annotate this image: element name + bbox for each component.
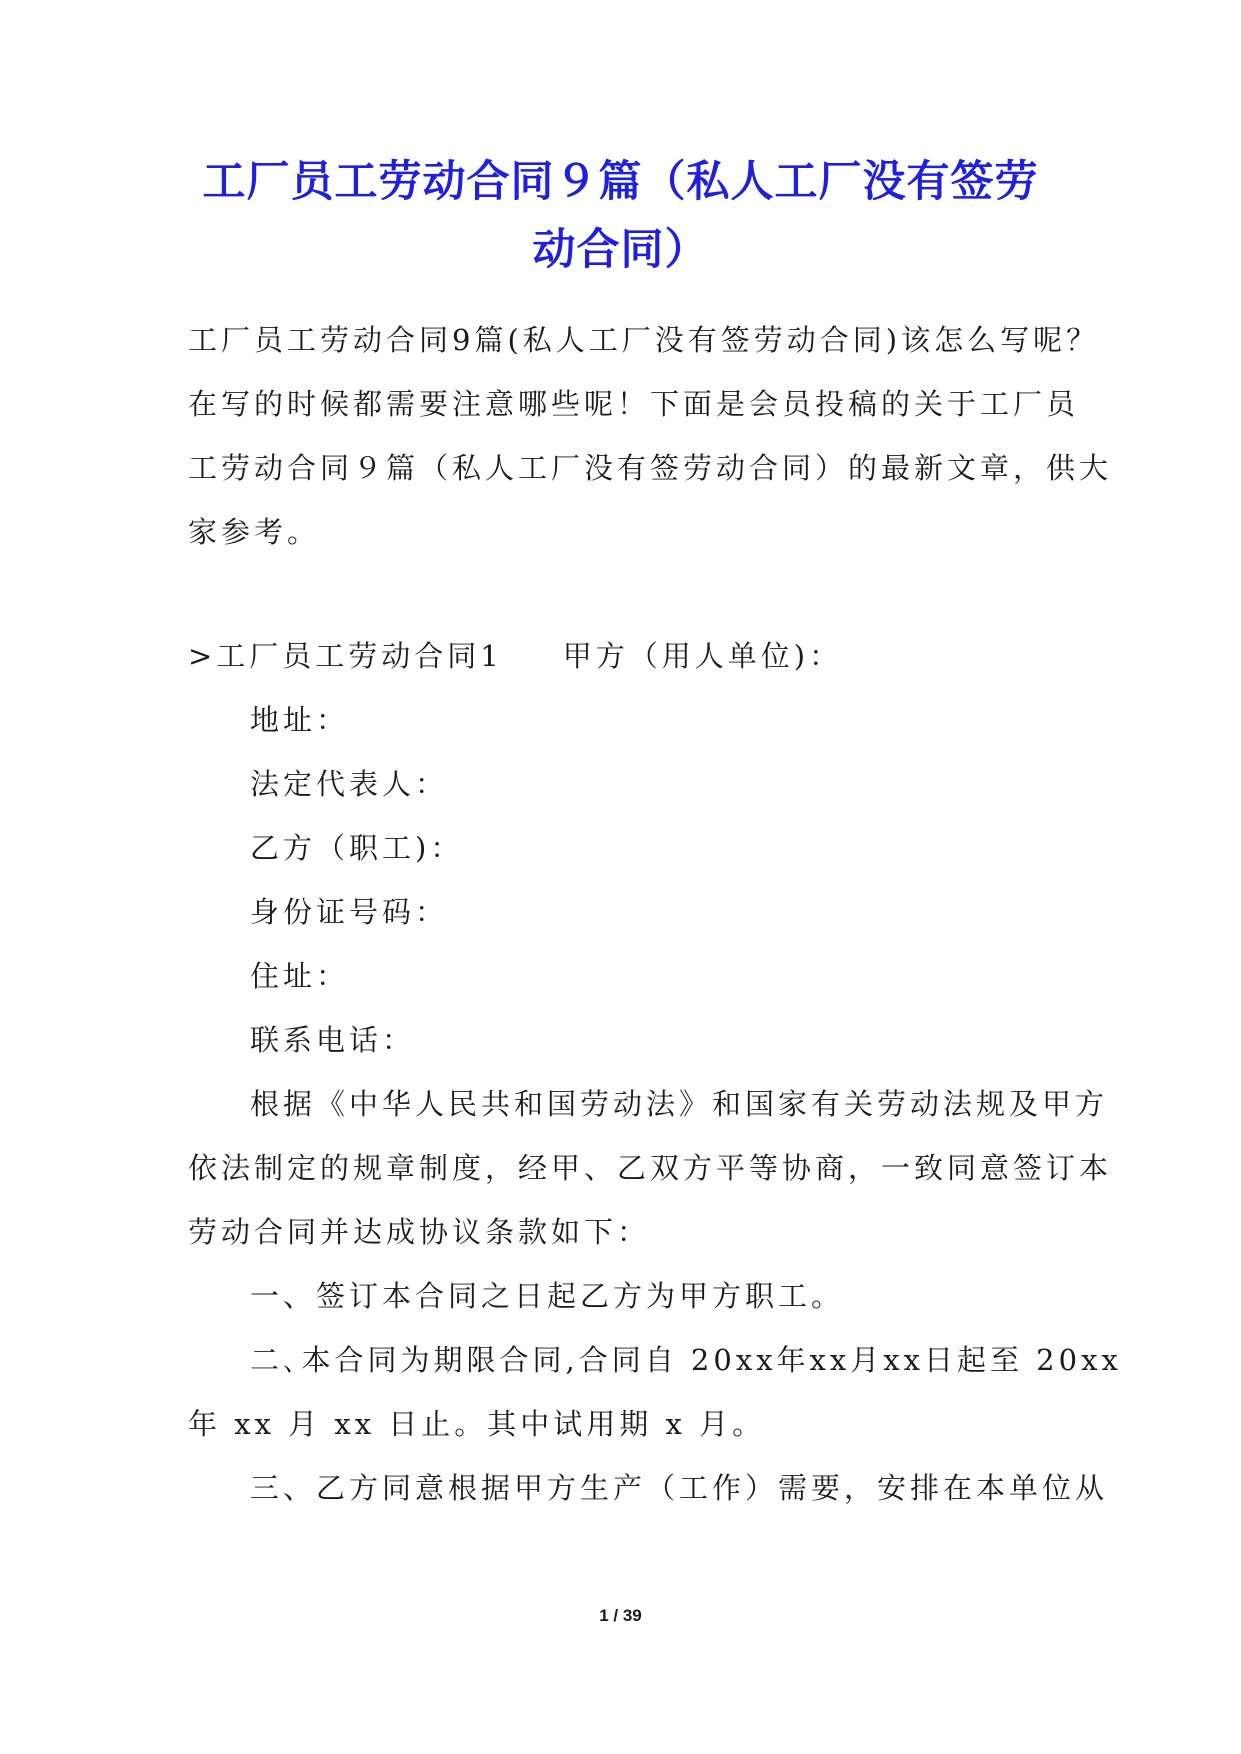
document-title-line-2: 动合同）: [532, 225, 709, 275]
clause-2-line-2: 年 xx 月 xx 日止。其中试用期 x 月。: [188, 1407, 766, 1441]
field-phone: 联系电话：: [250, 1023, 416, 1057]
page-number: 1 / 39: [599, 1606, 642, 1625]
clause-3-line-1: 三、乙方同意根据甲方生产（工作）需要，安排在本单位从: [250, 1471, 1109, 1505]
intro-line-1: 工厂员工劳动合同9篇(私人工厂没有签劳动合同)该怎么写呢？: [188, 323, 1100, 357]
clause-2-line-1: 二､本合同为期限合同,合同自 20xx年xx月xx日起至 20xx: [250, 1343, 1122, 1377]
field-party-b: 乙方（职工)：: [250, 831, 464, 865]
basis-line-1: 根据《中华人民共和国劳动法》和国家有关劳动法规及甲方: [250, 1087, 1109, 1121]
field-id-number: 身份证号码：: [250, 895, 449, 929]
intro-line-3: 工劳动合同９篇（私人工厂没有签劳动合同）的最新文章，供大: [188, 451, 1113, 485]
document-title-line-1: 工厂员工劳动合同９篇（私人工厂没有签劳: [202, 157, 1039, 207]
intro-line-2: 在写的时候都需要注意哪些呢！下面是会员投稿的关于工厂员: [188, 387, 1080, 421]
section-heading-line: [188, 636, 842, 676]
basis-line-3: 劳动合同并达成协议条款如下：: [188, 1215, 651, 1249]
field-residence: 住址：: [250, 959, 350, 993]
clause-1: 一、签订本合同之日起乙方为甲方职工。: [250, 1279, 845, 1313]
field-address: 地址：: [250, 703, 350, 737]
section-heading: >工厂员工劳动合同1: [188, 639, 503, 673]
field-legal-representative: 法定代表人：: [250, 767, 449, 801]
intro-line-4: 家参考。: [188, 515, 321, 549]
basis-line-2: 依法制定的规章制度，经甲、乙双方平等协商，一致同意签订本: [188, 1151, 1113, 1185]
party-a-label: 甲方（用人单位)：: [562, 639, 843, 673]
